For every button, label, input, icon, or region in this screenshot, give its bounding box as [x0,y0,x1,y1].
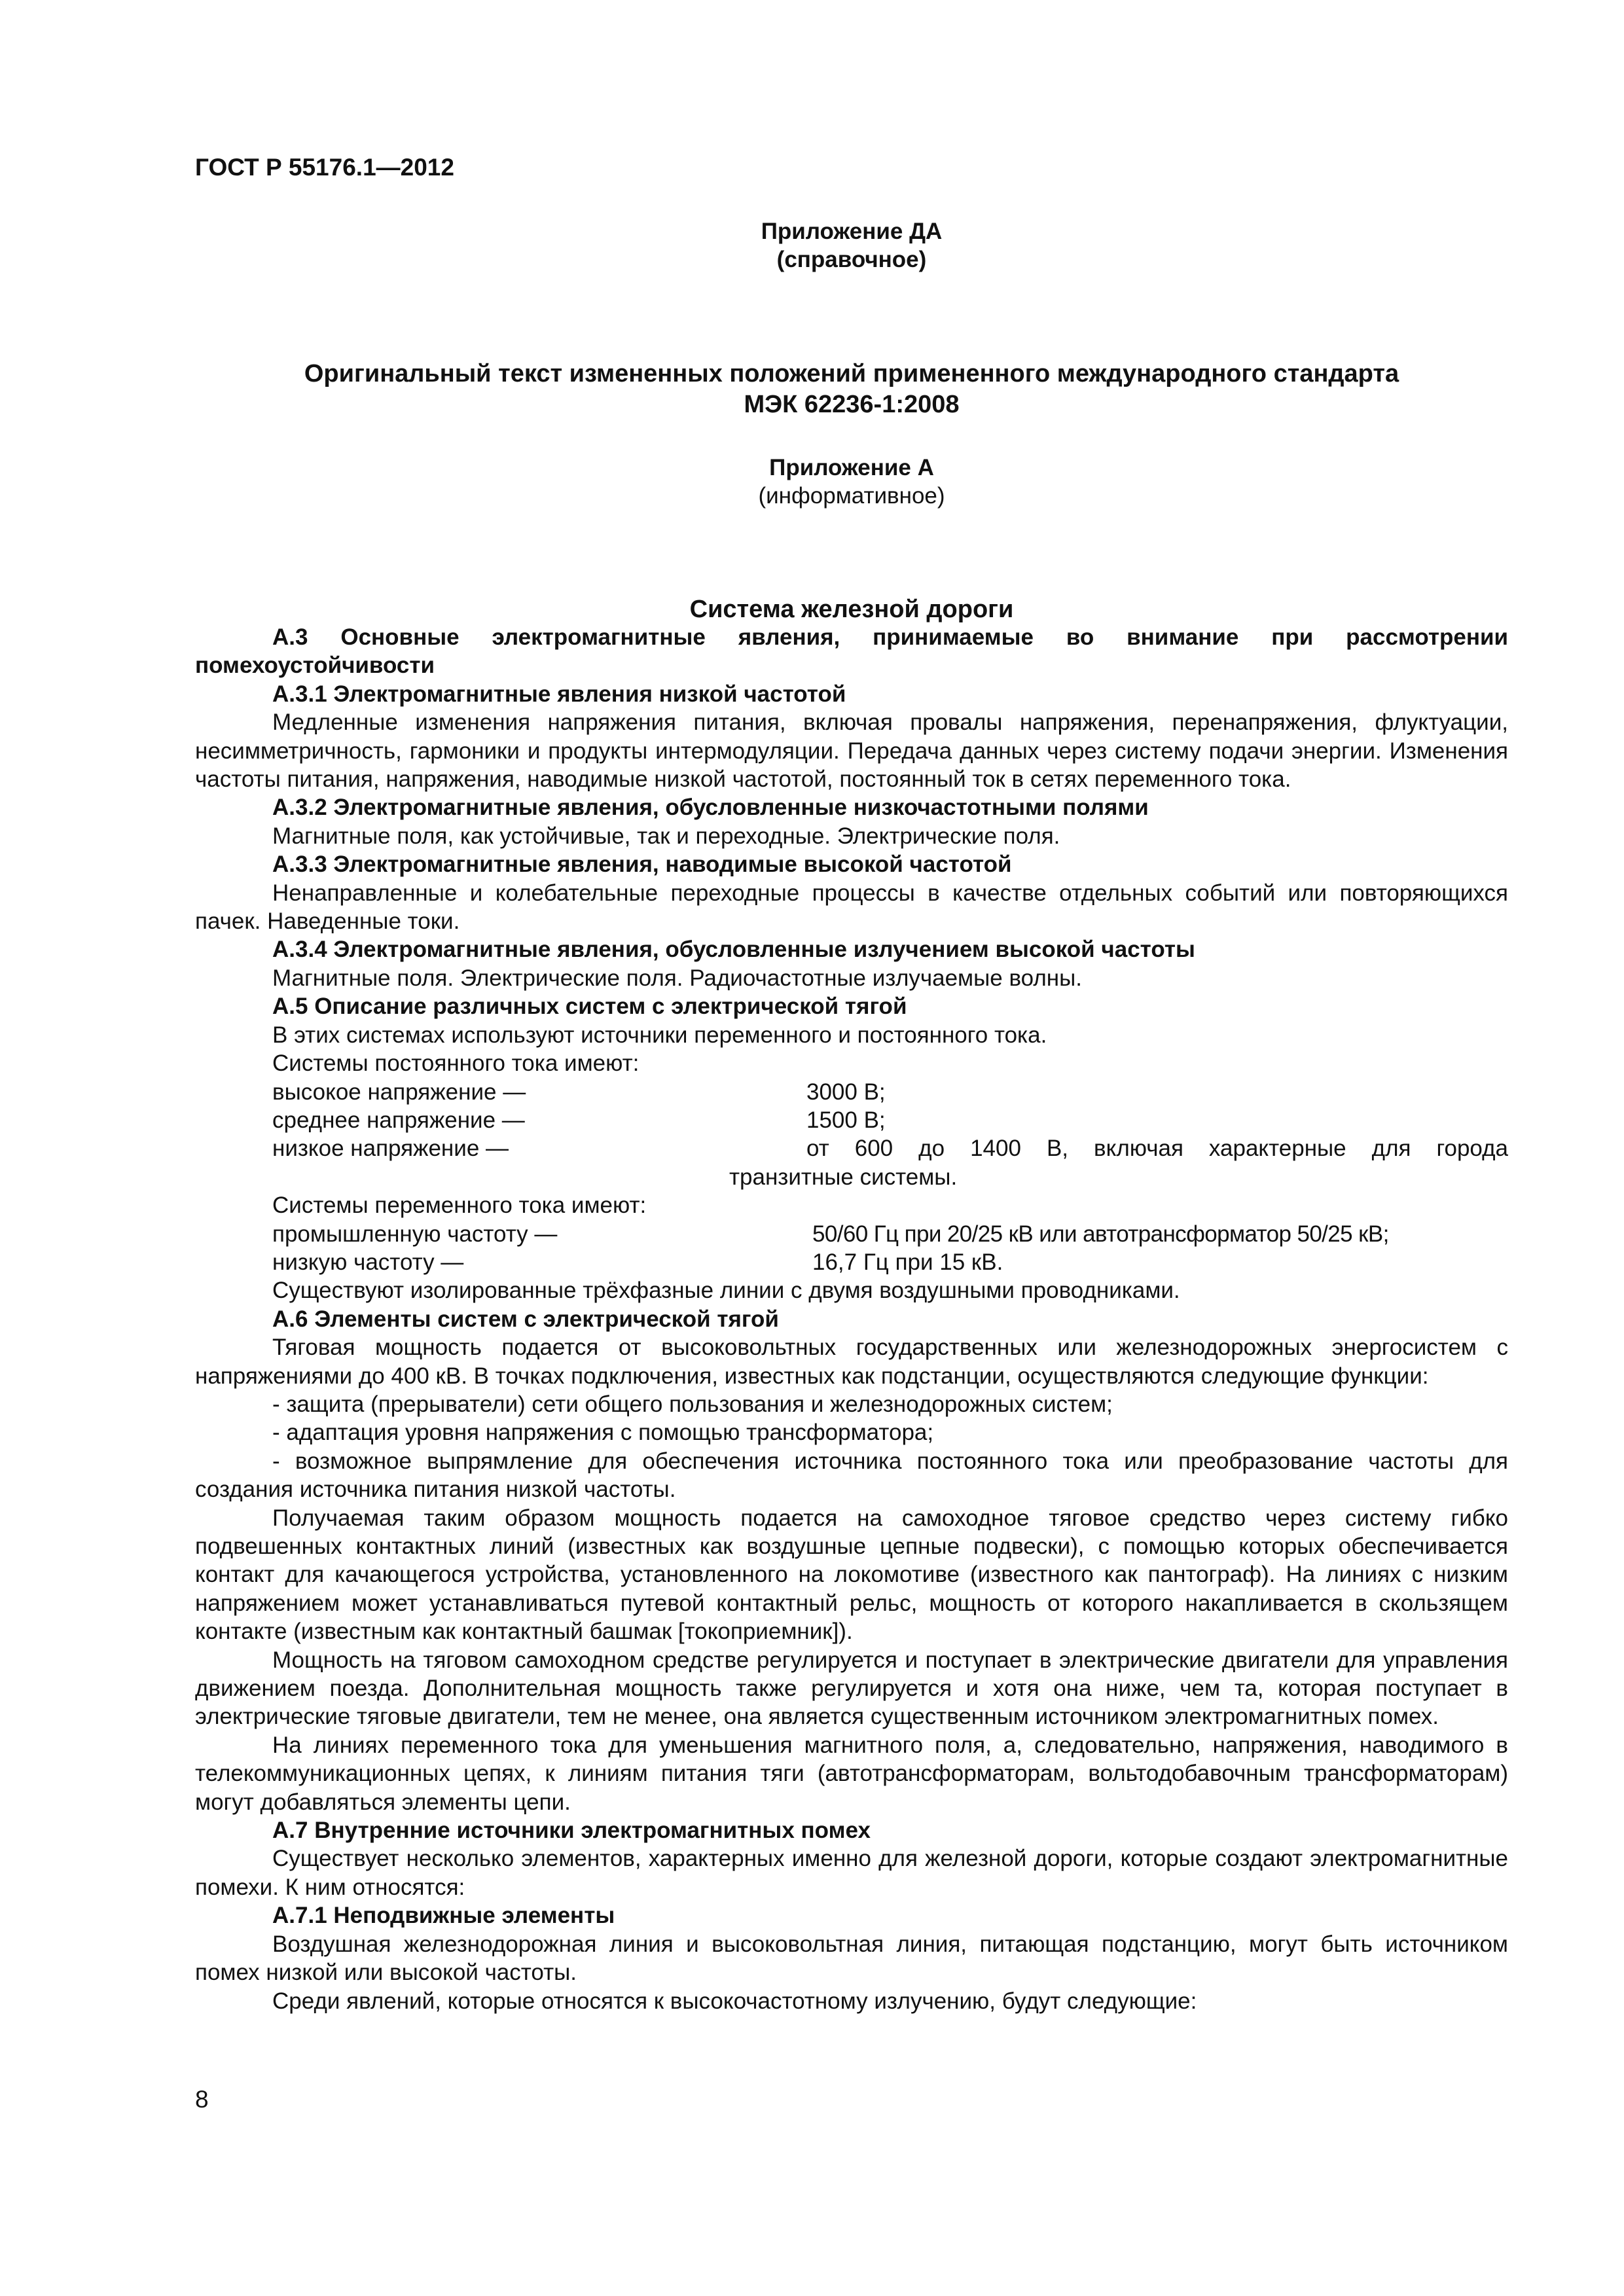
appendix-a-type: (информативное) [758,483,945,509]
heading-a6: А.6 Элементы систем с электрической тягой [272,1306,779,1332]
paragraph-a71-1: Воздушная железнодорожная линия и высоковольтная линия, питающая подстанцию, могут быть источником помех низкой или высокой частоты. [195,1931,1508,1986]
body-text [195,623,1508,2015]
appendix-a-title: Приложение А [769,455,934,480]
appendix-da-title: Приложение ДА [761,219,943,244]
standard-code-header: ГОСТ Р 55176.1—2012 [195,154,454,181]
ac-row [195,1248,1508,1276]
dc-row [195,1106,1508,1134]
dc-row-label: низкое напряжение — [272,1136,509,1162]
ac-row [195,1220,1508,1248]
paragraph-a6-2: Получаемая таким образом мощность подается на самоходное тяговое средство через систему гибко подвешенных контактных линий (известных как воздушные цепные подвески), с помощью которых обеспечивается контакт для качающегося устройства, установленного на локомотиве (известного как пантограф). На линиях с низким напряжением может устанавливаться путевой контактный рельс, мощность от которого накапливается в скользящем контакте (известным как контактный башмак [токоприемник]). [195,1505,1508,1645]
paragraph-a31: Медленные изменения напряжения питания, включая провалы напряжения, перенапряжения, флуктуации, несимметричность, гармоники и продукты интермодуляции. Передача данных через систему подачи энергии. Изменения частоты питания, напряжения, наводимые низкой частотой, постоянный ток в сетях переменного тока. [195,709,1508,793]
list-item: - защита (прерыватели) сети общего пользования и железнодорожных систем; [272,1391,1113,1417]
paragraph-a6-4: На линиях переменного тока для уменьшения магнитного поля, а, следовательно, напряжения, наводимого в телекоммуникационных цепях, к линиям питания тяги (автотрансформаторам, вольтодобавочным трансформаторам) могут добавляться элементы цепи. [195,1732,1508,1815]
paragraph-a5-2: Системы постоянного тока имеют: [272,1050,640,1077]
paragraph-a32: Магнитные поля, как устойчивые, так и переходные. Электрические поля. [272,823,1060,849]
dc-row-value: 1500 В; [806,1107,886,1133]
heading-a34: А.3.4 Электромагнитные явления, обусловленные излучением высокой частоты [272,937,1195,963]
dc-row-value: 3000 В; [806,1079,886,1105]
paragraph-a71-2: Среди явлений, которые относятся к высокочастотному излучению, будут следующие: [272,1988,1197,2014]
list-item: - адаптация уровня напряжения с помощью трансформатора; [272,1420,934,1446]
ac-row-value: 50/60 Гц при 20/25 кВ или автотрансформатор 50/25 кВ; [812,1221,1389,1247]
paragraph-a34: Магнитные поля. Электрические поля. Радиочастотные излучаемые волны. [272,965,1082,991]
heading-a31: А.3.1 Электромагнитные явления низкой частотой [272,681,846,707]
section-title: Система железной дороги [689,596,1014,623]
heading-a7: А.7 Внутренние источники электромагнитных помех [272,1818,871,1844]
main-title-line2: МЭК 62236-1:2008 [744,391,960,418]
paragraph-a5-1: В этих системах используют источники переменного и постоянного тока. [272,1022,1047,1048]
paragraph-a7-1: Существует несколько элементов, характерных именно для железной дороги, которые создают электромагнитные помехи. К ним относятся: [195,1846,1508,1900]
page-number: 8 [195,2086,209,2113]
ac-row-value: 16,7 Гц при 15 кВ. [812,1249,1003,1275]
heading-a3: А.3 Основные электромагнитные явления, принимаемые во внимание при рассмотрении помехоустойчивости [195,624,1508,679]
paragraph-a5-4: Существуют изолированные трёхфазные линии с двумя воздушными проводниками. [272,1278,1180,1304]
dc-row [195,1078,1508,1106]
ac-row-label: низкую частоту — [272,1249,464,1275]
dc-row [195,1134,1508,1162]
heading-a5: А.5 Описание различных систем с электрической тягой [272,994,907,1020]
dc-row-label: высокое напряжение — [272,1079,526,1105]
heading-a33: А.3.3 Электромагнитные явления, наводимые высокой частотой [272,852,1012,878]
paragraph-a6-1: Тяговая мощность подается от высоковольтных государственных или железнодорожных энергосистем с напряжениями до 400 кВ. В точках подключения, известных как подстанции, осуществляются следующие функции: [195,1335,1508,1389]
appendix-da-type: (справочное) [776,247,927,272]
paragraph-a6-3: Мощность на тяговом самоходном средстве регулируется и поступает в электрические двигатели для управления движением поезда. Дополнительная мощность также регулируется и хотя она ниже, чем та, которая поступает в электрические тяговые двигатели, тем не менее, она является существенным источником электромагнитных помех. [195,1647,1508,1730]
dc-row-value: от 600 до 1400 В, включая характерные для города [806,1136,1508,1162]
paragraph-a33: Ненаправленные и колебательные переходные процессы в качестве отдельных событий или повторяющихся пачек. Наведенные токи. [195,880,1508,935]
list-item: - возможное выпрямление для обеспечения источника постоянного тока или преобразование частоты для создания источника питания низкой частоты. [195,1448,1508,1503]
ac-row-label: промышленную частоту — [272,1221,558,1247]
main-title-line1: Оригинальный текст измененных положений примененного международного стандарта [304,360,1399,387]
paragraph-a5-3: Системы переменного тока имеют: [272,1193,647,1219]
heading-a71: А.7.1 Неподвижные элементы [272,1903,615,1929]
heading-a32: А.3.2 Электромагнитные явления, обусловленные низкочастотными полями [272,795,1149,821]
dc-row-label: среднее напряжение — [272,1107,525,1133]
dc-low-continuation: транзитные системы. [729,1164,958,1190]
